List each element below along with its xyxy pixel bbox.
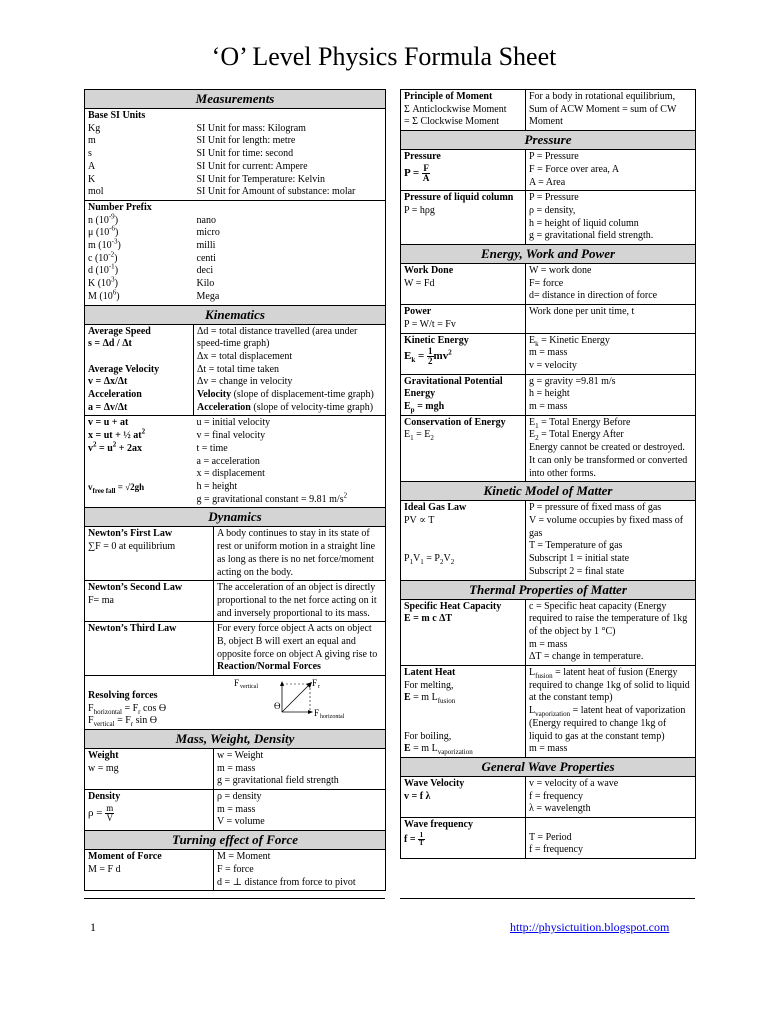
work-variable: d= distance in direction of force bbox=[529, 290, 658, 302]
gravitational-constant: g = gravitational constant = 9.81 $m/s^2$ bbox=[196, 491, 348, 505]
unit-description: SI Unit for length: metre bbox=[196, 135, 296, 147]
prefix-name: deci bbox=[196, 265, 214, 277]
average-speed-formula: s = Δd / Δt bbox=[88, 338, 132, 350]
liquid-pressure-formula: P = hρg bbox=[404, 204, 435, 216]
liquid-pressure-row bbox=[401, 191, 696, 245]
acceleration-label: Acceleration bbox=[88, 389, 142, 401]
average-speed-label: Average Speed bbox=[88, 325, 151, 337]
density-variable: ρ = density bbox=[217, 791, 262, 803]
equation-of-motion: $v^2 = u^2 + 2ax$ bbox=[88, 440, 142, 454]
prefix-name: milli bbox=[196, 240, 216, 252]
theta-label: ϴ bbox=[273, 701, 280, 712]
ideal-gas-row bbox=[401, 501, 696, 580]
prefix-symbol: K $(10^3)$ bbox=[88, 275, 118, 290]
base-si-label: Base SI Units bbox=[88, 110, 146, 121]
liquid-pressure-variable: h = height of liquid column bbox=[529, 217, 639, 229]
unit-symbol: s bbox=[88, 148, 92, 160]
gas-variable: P = pressure of fixed mass of gas bbox=[529, 502, 662, 514]
resolving-forces-row bbox=[85, 676, 386, 730]
kinematics-variable: v = final velocity bbox=[196, 430, 266, 442]
moment-variable: d = ⊥ distance from force to pivot bbox=[217, 876, 356, 888]
section-turning-effect: Turning effect of Force bbox=[85, 831, 386, 850]
newton-second-law-row bbox=[85, 581, 386, 622]
gpe-label: Gravitational Potential Energy bbox=[404, 375, 503, 400]
unit-symbol: m bbox=[88, 135, 96, 147]
pressure-variable: P = Pressure bbox=[529, 151, 579, 163]
section-kinetic-model: Kinetic Model of Matter bbox=[401, 482, 696, 501]
wave-frequency-row bbox=[401, 818, 696, 859]
density-variable: V = volume bbox=[217, 816, 265, 828]
kinematics-variable: x = displacement bbox=[196, 468, 265, 480]
specific-heat-description: c = Specific heat capacity (Energy required to raise the temperature of 1kg of the object by 1 °C) bbox=[529, 600, 688, 637]
f-resultant-label: F bbox=[311, 678, 317, 689]
gpe-formula: $E_p$ = mgh bbox=[404, 401, 445, 415]
newton-second-law-description: The acceleration of an object is directly proportional to the net force acting on it and inversely proportional to its mass. bbox=[217, 582, 377, 619]
conservation-variable: $E_1$ = Total Energy Before bbox=[529, 416, 631, 430]
gas-variable: Subscript 2 = final state bbox=[529, 565, 625, 577]
section-energy-work-power: Energy, Work and Power bbox=[401, 245, 696, 264]
kinematics-definition: Velocity (slope of displacement-time graph) bbox=[197, 389, 374, 401]
newton-third-law-row bbox=[85, 622, 386, 676]
vertical-component: $F_{vertical} = F_r$ sin ϴ bbox=[88, 715, 158, 729]
principle-description: For a body in rotational equilibrium, Sum of ACW Moment = sum of CW Moment bbox=[529, 91, 677, 128]
kinematics-definitions-row bbox=[85, 324, 386, 416]
weight-variable: m = mass bbox=[217, 762, 256, 774]
moment-row bbox=[85, 850, 386, 891]
wave-variable: λ = wavelength bbox=[529, 803, 591, 815]
conservation-formula: $E_1 = E_2$ bbox=[404, 429, 434, 443]
latent-fusion-formula: E = m $L_{fusion}$ bbox=[404, 692, 456, 706]
equation-of-motion: v = u + at bbox=[88, 417, 129, 429]
latent-boiling-label: For boiling, bbox=[404, 730, 452, 742]
pressure-variable: A = Area bbox=[529, 176, 566, 188]
unit-description: SI Unit for current: Ampere bbox=[196, 160, 308, 172]
weight-formula: w = mg bbox=[88, 762, 119, 774]
latent-heat-row bbox=[401, 666, 696, 758]
work-variable: W = work done bbox=[529, 265, 592, 277]
frequency-variable: f = frequency bbox=[529, 844, 583, 856]
acceleration-formula: a = Δv/Δt bbox=[88, 401, 128, 413]
prefix-symbol: n $(10^{-9})$ bbox=[88, 212, 119, 226]
unit-description: SI Unit for Temperature: Kelvin bbox=[196, 173, 326, 185]
ideal-gas-label: Ideal Gas Law bbox=[404, 502, 467, 514]
latent-mass: m = mass bbox=[529, 743, 568, 755]
section-dynamics: Dynamics bbox=[85, 508, 386, 527]
force-resolution-diagram bbox=[214, 676, 384, 720]
work-done-label: Work Done bbox=[404, 265, 454, 277]
reaction-normal-forces: Reaction/Normal Forces bbox=[217, 661, 321, 673]
weight-label: Weight bbox=[88, 749, 119, 761]
unit-description: SI Unit for mass: Kilogram bbox=[196, 122, 306, 134]
kinematics-variable: a = acceleration bbox=[196, 455, 260, 467]
kinematics-definition: Δx = total displacement bbox=[197, 350, 293, 362]
section-pressure: Pressure bbox=[401, 131, 696, 150]
liquid-pressure-variable: g = gravitational field strength. bbox=[529, 230, 654, 242]
principle-line: = Σ Clockwise Moment bbox=[404, 116, 500, 128]
section-measurements: Measurements bbox=[85, 90, 386, 109]
moment-formula: M = F d bbox=[88, 863, 121, 875]
page-title: ‘O’ Level Physics Formula Sheet bbox=[211, 42, 557, 71]
dynamics-table bbox=[84, 526, 386, 891]
horizontal-component: $F_{horizontal} = F_r$ cos ϴ bbox=[88, 702, 167, 716]
page-number: 1 bbox=[90, 920, 96, 934]
section-thermal-properties: Thermal Properties of Matter bbox=[401, 580, 696, 599]
liquid-pressure-variable: ρ = density, bbox=[529, 204, 576, 216]
unit-symbol: A bbox=[88, 160, 96, 172]
newton-first-law-row bbox=[85, 527, 386, 581]
kinematics-definition: Δt = total time taken bbox=[197, 363, 280, 375]
wave-frequency-formula: f = $\frac{1}{T}$ bbox=[404, 830, 424, 847]
horizontal-arrowhead bbox=[308, 710, 313, 714]
latent-vaporization-formula: E = m $L_{vaporization}$ bbox=[404, 743, 473, 757]
left-column bbox=[84, 89, 385, 891]
newton-second-law-label: Newton’s Second Law bbox=[88, 582, 183, 594]
work-done-row bbox=[401, 264, 696, 305]
unit-symbol: K bbox=[88, 173, 96, 185]
newton-first-law-description: A body continues to stay in its state of rest or uniform motion in a straight line as long as there is no net force/moment acting on the body. bbox=[217, 528, 376, 578]
principle-of-moment-label: Principle of Moment bbox=[404, 91, 493, 102]
power-description: Work done per unit time, t bbox=[529, 306, 635, 318]
svg-text:r: r bbox=[317, 684, 320, 691]
right-table bbox=[400, 89, 696, 859]
right-column bbox=[400, 89, 695, 859]
pressure-formula: P = $\frac{F}{A}$ bbox=[404, 162, 430, 183]
kinematics-definition: Acceleration (slope of velocity-time graph) bbox=[197, 401, 374, 413]
resultant-arrow bbox=[282, 684, 310, 712]
prefix-name: centi bbox=[196, 252, 216, 264]
moment-variable: M = Moment bbox=[217, 851, 271, 863]
svg-text:horizontal: horizontal bbox=[319, 714, 344, 721]
kinematics-variable: t = time bbox=[196, 442, 228, 454]
footer-divider-left bbox=[84, 898, 385, 899]
section-mass-weight-density: Mass, Weight, Density bbox=[85, 729, 386, 748]
density-label: Density bbox=[88, 791, 121, 803]
power-label: Power bbox=[404, 306, 432, 318]
wave-variable: v = velocity of a wave bbox=[529, 777, 619, 789]
liquid-pressure-variable: P = Pressure bbox=[529, 192, 579, 204]
gpe-variable: m = mass bbox=[529, 401, 568, 413]
conservation-of-energy-row bbox=[401, 415, 696, 482]
pressure-variable: F = Force over area, A bbox=[529, 163, 620, 175]
gas-variable: T = Temperature of gas bbox=[529, 540, 623, 552]
latent-melting-label: For melting, bbox=[404, 679, 454, 691]
gravitational-potential-energy-row bbox=[401, 374, 696, 415]
f-horizontal-label: F bbox=[313, 708, 319, 719]
conservation-variable: $E_2$ = Total Energy After bbox=[529, 429, 624, 443]
kinetic-energy-variable: m = mass bbox=[529, 347, 568, 359]
liquid-pressure-label: Pressure of liquid column bbox=[404, 192, 514, 204]
gas-variable: Subscript 1 = initial state bbox=[529, 553, 630, 565]
kinematics-variable: h = height bbox=[196, 480, 238, 492]
pressure-row bbox=[401, 150, 696, 191]
prefix-name: micro bbox=[196, 227, 220, 239]
density-row bbox=[85, 790, 386, 831]
f-vertical-label: F bbox=[233, 678, 239, 689]
average-velocity-formula: v = Δx/Δt bbox=[88, 376, 128, 388]
gpe-variable: g = gravity =9.81 m/s bbox=[529, 375, 616, 387]
unit-description: SI Unit for time: second bbox=[196, 148, 294, 160]
svg-text:vertical: vertical bbox=[239, 684, 258, 691]
principle-line: Σ Anticlockwise Moment bbox=[404, 103, 507, 115]
work-done-formula: W = Fd bbox=[404, 277, 435, 289]
section-wave-properties: General Wave Properties bbox=[401, 757, 696, 776]
unit-symbol: Kg bbox=[88, 122, 101, 134]
base-si-units-row bbox=[85, 109, 386, 201]
number-prefix-row bbox=[85, 200, 386, 305]
prefix-symbol: μ $(10^{-6})$ bbox=[88, 225, 119, 239]
moment-label: Moment of Force bbox=[88, 851, 162, 863]
power-formula: P = W/t = Fv bbox=[404, 318, 456, 330]
specific-heat-row bbox=[401, 599, 696, 666]
specific-heat-label: Specific Heat Capacity bbox=[404, 600, 502, 612]
newton-first-law-label: Newton’s First Law bbox=[88, 528, 173, 540]
vertical-arrowhead bbox=[280, 681, 284, 686]
resolving-forces-label: Resolving forces bbox=[88, 689, 158, 701]
average-velocity-label: Average Velocity bbox=[88, 363, 160, 375]
free-fall-equation: $v_{free fall} = √2gh$ bbox=[88, 481, 145, 495]
equation-of-motion: x = ut + ½ $at^2$ bbox=[88, 427, 146, 442]
kinetic-energy-label: Kinetic Energy bbox=[404, 334, 469, 346]
wave-velocity-formula: v = f λ bbox=[404, 790, 431, 802]
prefix-symbol: m $(10^{-3})$ bbox=[88, 237, 121, 252]
wave-frequency-label: Wave frequency bbox=[404, 819, 473, 831]
kinematics-equations-row bbox=[85, 416, 386, 508]
specific-heat-variable: ΔT = change in temperature. bbox=[529, 651, 644, 663]
weight-variable: w = Weight bbox=[217, 749, 264, 761]
prefix-name: Kilo bbox=[196, 278, 215, 290]
pressure-label: Pressure bbox=[404, 151, 441, 163]
unit-description: SI Unit for Amount of substance: molar bbox=[196, 186, 356, 198]
prefix-name: nano bbox=[196, 214, 216, 226]
principle-of-moment-row bbox=[401, 90, 696, 131]
newton-second-law-formula: F= ma bbox=[88, 594, 114, 606]
kinematics-variable: u = initial velocity bbox=[196, 417, 271, 429]
weight-variable: g = gravitational field strength bbox=[217, 775, 339, 787]
power-row bbox=[401, 305, 696, 333]
prefix-symbol: d $(10^{-1})$ bbox=[88, 263, 119, 277]
frequency-variable: T = Period bbox=[529, 831, 572, 843]
wave-velocity-row bbox=[401, 776, 696, 817]
kinematics-definition: Δd = total distance travelled (area under speed-time graph) bbox=[197, 325, 358, 350]
latent-heat-label: Latent Heat bbox=[404, 667, 456, 679]
specific-heat-formula: E = m c ΔT bbox=[404, 613, 453, 625]
footer-divider-right bbox=[400, 898, 695, 899]
prefix-name: Mega bbox=[196, 290, 220, 302]
newton-third-law-description: For every force object A acts on object B, object B will exert an equal and opposite force on object A giving rise to bbox=[217, 623, 378, 660]
website-link[interactable]: http://physictuition.blogspot.com bbox=[510, 920, 670, 934]
newton-first-law-formula: ∑F = 0 at equilibrium bbox=[88, 541, 176, 553]
conservation-description: Energy cannot be created or destroyed. It can only be transformed or converted into other forms. bbox=[529, 442, 688, 479]
prefix-symbol: M $(10^6)$ bbox=[88, 288, 120, 302]
ideal-gas-formula-2: $P_1V_1 = P_2V_2$ bbox=[404, 553, 455, 567]
kinetic-energy-variable: v = velocity bbox=[529, 359, 577, 371]
wave-variable: f = frequency bbox=[529, 790, 583, 802]
left-table bbox=[84, 89, 386, 527]
density-variable: m = mass bbox=[217, 803, 256, 815]
latent-fusion-description: $L_{fusion}$ = latent heat of fusion (Energy required to change 1kg of solid to liquid at the constant temp) bbox=[529, 667, 690, 704]
kinematics-definition: Δv = change in velocity bbox=[197, 376, 293, 388]
newton-third-law-label: Newton’s Third Law bbox=[88, 623, 177, 635]
weight-row bbox=[85, 748, 386, 789]
conservation-label: Conservation of Energy bbox=[404, 416, 506, 428]
unit-symbol: mol bbox=[88, 186, 104, 198]
ideal-gas-formula: PV ∝ T bbox=[404, 514, 435, 526]
wave-velocity-label: Wave Velocity bbox=[404, 777, 465, 789]
kinetic-energy-row bbox=[401, 333, 696, 374]
prefix-symbol: c $(10^{-2})$ bbox=[88, 250, 118, 264]
gas-variable: V = volume occupies by fixed mass of gas bbox=[529, 514, 684, 539]
number-prefix-label: Number Prefix bbox=[88, 201, 152, 213]
specific-heat-variable: m = mass bbox=[529, 638, 568, 650]
density-formula: ρ = $\frac{m}{V}$ bbox=[88, 802, 114, 823]
kinetic-energy-formula: $E_k$ = $\frac{1}{2}$ $mv^2$ bbox=[404, 346, 452, 367]
section-kinematics: Kinematics bbox=[85, 305, 386, 324]
moment-variable: F = force bbox=[217, 863, 254, 875]
kinetic-energy-variable: $E_k$ = Kinetic Energy bbox=[529, 334, 610, 348]
work-variable: F= force bbox=[529, 277, 564, 289]
gpe-variable: h = height bbox=[529, 388, 570, 400]
latent-vaporization-description: $L_{vaporization}$ = latent heat of vaporization (Energy required to change 1kg of liquid to gas at the constant temp) bbox=[529, 705, 686, 742]
